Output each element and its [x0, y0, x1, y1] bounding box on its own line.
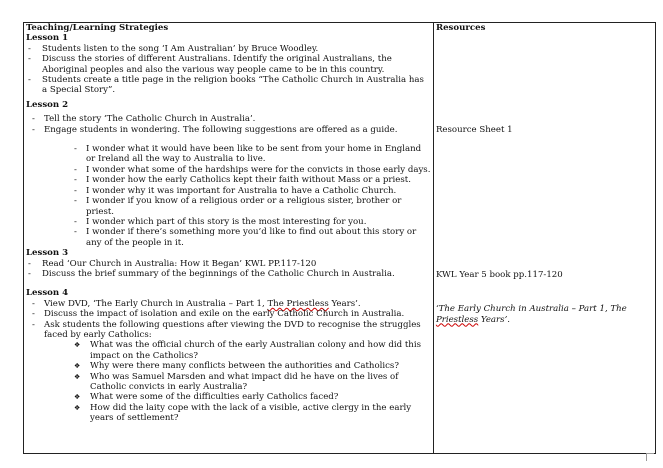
- wonder-item: - I wonder if there’s something more you’d like to find out about this story or any of the people in it.: [26, 227, 431, 248]
- question-item: ❖ What was the official church of the early Australian colony and how did this impact on the Catholics?: [26, 340, 431, 361]
- resource-lesson-3: KWL Year 5 book pp.117-120: [435, 269, 563, 280]
- lesson-1-item: - Students create a title page in the religion books “The Catholic Church in Australia has a Special Story”.: [26, 75, 431, 96]
- lesson-3-item: - Read ‘Our Church in Australia: How it Began’ KWL PP.117-120: [26, 259, 431, 269]
- lesson-plan-table: [23, 22, 656, 454]
- page-corner-mark: [646, 453, 654, 461]
- lesson-2-title: Lesson 2: [26, 99, 69, 110]
- question-item: ❖ Why were there many conflicts between the authorities and Catholics?: [26, 361, 431, 371]
- strategies-header: Teaching/Learning Strategies: [26, 23, 169, 33]
- lesson-3-item: - Discuss the brief summary of the beginnings of the Catholic Church in Australia.: [26, 269, 431, 279]
- resource-lesson-4: ‘The Early Church in Australia – Part 1, The Priestless Years’.: [435, 304, 627, 325]
- lesson-4-item: - Discuss the impact of isolation and exile on the early Catholic Church in Australia.: [26, 309, 431, 319]
- wonder-item: - I wonder what some of the hardships were for the convicts in those early days.: [26, 165, 431, 175]
- wonder-item: - I wonder which part of this story is the most interesting for you.: [26, 217, 431, 227]
- lesson-1-item: - Discuss the stories of different Australians. Identify the original Australians, the Aboriginal peoples and also the various way people came to be in this country.: [26, 54, 431, 75]
- wonder-item: - I wonder why it was important for Australia to have a Catholic Church.: [26, 186, 431, 196]
- lesson-4-item: - View DVD, ‘The Early Church in Australia – Part 1, The Priestless Years’.: [26, 299, 431, 309]
- lesson-4-title: Lesson 4: [26, 288, 69, 299]
- resource-lesson-2: Resource Sheet 1: [435, 125, 513, 136]
- lesson-1-title: Lesson 1: [26, 33, 69, 44]
- lesson-3-title: Lesson 3: [26, 248, 69, 259]
- resources-header: Resources: [435, 23, 486, 33]
- lesson-1-item: - Students listen to the song ‘I Am Australian’ by Bruce Woodley.: [26, 44, 431, 54]
- question-item: ❖ How did the laity cope with the lack of a visible, active clergy in the early years of settlement?: [26, 403, 431, 424]
- wonder-item: - I wonder how the early Catholics kept their faith without Mass or a priest.: [26, 175, 431, 185]
- question-item: ❖ What were some of the difficulties early Catholics faced?: [26, 392, 431, 402]
- resources-cell: [433, 23, 655, 454]
- lesson-2-item: - Engage students in wondering. The following suggestions are offered as a guide.: [26, 125, 431, 135]
- wonder-item: - I wonder if you know of a religious order or a religious sister, brother or priest.: [26, 196, 431, 217]
- strategies-cell: [24, 23, 434, 454]
- wonder-item: - I wonder what it would have been like to be sent from your home in England or Ireland all the way to Australia to live.: [26, 144, 431, 165]
- lesson-2-item: - Tell the story ‘The Catholic Church in Australia’.: [26, 114, 431, 124]
- lesson-4-item: - Ask students the following questions after viewing the DVD to recognise the struggles faced by early Catholics:: [26, 320, 431, 341]
- question-item: ❖ Who was Samuel Marsden and what impact did he have on the lives of Catholic convicts in early Australia?: [26, 372, 431, 393]
